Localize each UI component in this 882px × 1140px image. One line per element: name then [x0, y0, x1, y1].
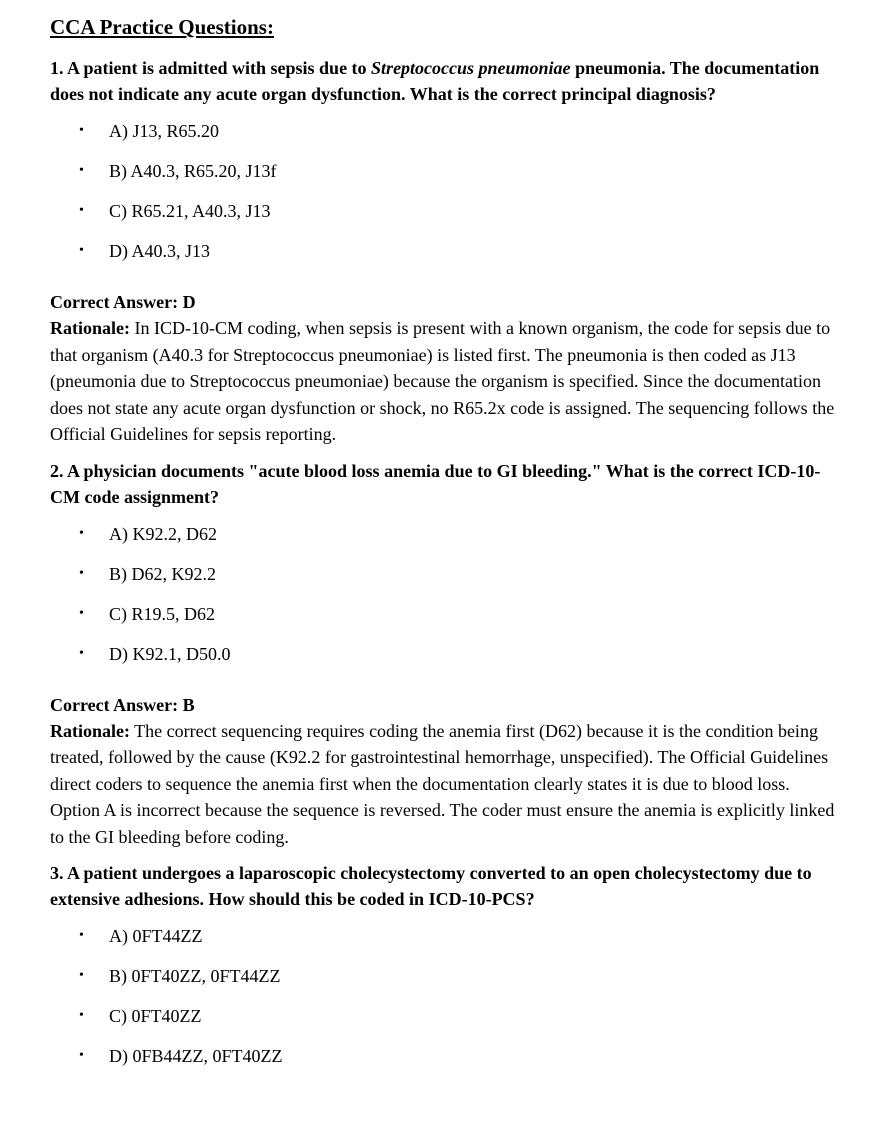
question-1-block [50, 55, 842, 448]
option-item [50, 159, 842, 199]
question-3-stem [50, 860, 842, 912]
bullet-icon: • [79, 645, 84, 661]
option-item [50, 199, 842, 239]
answer-options [50, 522, 842, 682]
option-text: D) A40.3, J13 [109, 241, 211, 261]
question-2-block [50, 458, 842, 851]
correct-answer: Correct Answer: B [50, 694, 195, 715]
option-text: C) 0FT40ZZ [109, 1006, 202, 1026]
question-stem-text: A patient undergoes a laparoscopic cholecystectomy converted to an open cholecystectomy due to extensive adhesions. How should this be coded in ICD-10-PCS? [50, 863, 812, 909]
organism-name: Streptococcus pneumoniae [371, 58, 571, 78]
option-item [50, 642, 842, 682]
option-text: D) 0FB44ZZ, 0FT40ZZ [109, 1046, 283, 1066]
option-item [50, 1004, 842, 1044]
bullet-icon: • [79, 203, 84, 218]
rationale-text: In ICD-10-CM coding, when sepsis is present with a known organism, the code for sepsis due to that organism (A40.3 for Streptococcus pneumoniae) is listed first. The pneumonia is then coded as J13 (pneumonia due to Streptococcus pneumoniae) because the organism is specified. Since the documentation does not state any acute organ dysfunction or shock, no R65.2x code is assigned. The sequencing follows the Official Guidelines for sepsis reporting. [50, 318, 835, 444]
option-item [50, 964, 842, 1004]
option-text: A) 0FT44ZZ [109, 926, 203, 946]
page-title: CCA Practice Questions: [50, 15, 274, 39]
question-stem-text: pneumonia. The documentation does not indicate any acute organ dysfunction. What is the correct principal diagnosis? [50, 58, 820, 104]
option-item [50, 562, 842, 602]
rationale-label: Rationale: [50, 720, 130, 741]
question-3-block [50, 860, 842, 1084]
rationale [50, 718, 842, 851]
bullet-icon: • [79, 1008, 84, 1023]
option-text: A) J13, R65.20 [109, 121, 220, 141]
bullet-icon: • [79, 123, 84, 138]
rationale-label: Rationale: [50, 318, 130, 338]
bullet-icon: • [79, 525, 84, 541]
option-text: B) D62, K92.2 [109, 563, 216, 584]
bullet-icon: • [79, 928, 84, 943]
bullet-icon: • [79, 968, 84, 983]
option-text: A) K92.2, D62 [109, 523, 217, 544]
bullet-icon: • [79, 605, 84, 621]
answer-options [50, 119, 842, 279]
question-number: 3. [50, 863, 64, 883]
question-2-stem [50, 458, 842, 510]
question-stem-text: A physician documents "acute blood loss anemia due to GI bleeding." What is the correct ICD-10-CM code assignment? [50, 460, 821, 507]
option-item [50, 239, 842, 279]
option-text: C) R65.21, A40.3, J13 [109, 201, 271, 221]
option-item [50, 924, 842, 964]
question-number: 2. [50, 460, 64, 481]
rationale [50, 315, 842, 448]
option-item [50, 522, 842, 562]
option-text: B) A40.3, R65.20, J13f [109, 161, 277, 181]
bullet-icon: • [79, 163, 84, 178]
question-1-stem [50, 55, 842, 107]
answer-options [50, 924, 842, 1084]
question-number: 1. [50, 58, 64, 78]
bullet-icon: • [79, 1048, 84, 1063]
rationale-text: The correct sequencing requires coding the anemia first (D62) because it is the condition being treated, followed by the cause (K92.2 for gastrointestinal hemorrhage, unspecified). The Official Guidelines direct coders to sequence the anemia first when the documentation clearly states it is due to blood loss. Option A is incorrect because the sequence is reversed. The coder must ensure the anemia is explicitly linked to the GI bleeding before coding. [50, 720, 835, 847]
option-text: C) R19.5, D62 [109, 603, 216, 624]
option-text: B) 0FT40ZZ, 0FT44ZZ [109, 966, 281, 986]
correct-answer: Correct Answer: D [50, 292, 196, 312]
bullet-icon: • [79, 565, 84, 581]
option-item [50, 602, 842, 642]
question-stem-text: A patient is admitted with sepsis due to [67, 58, 372, 78]
bullet-icon: • [79, 243, 84, 258]
option-item [50, 119, 842, 159]
option-text: D) K92.1, D50.0 [109, 643, 231, 664]
option-item [50, 1044, 842, 1084]
